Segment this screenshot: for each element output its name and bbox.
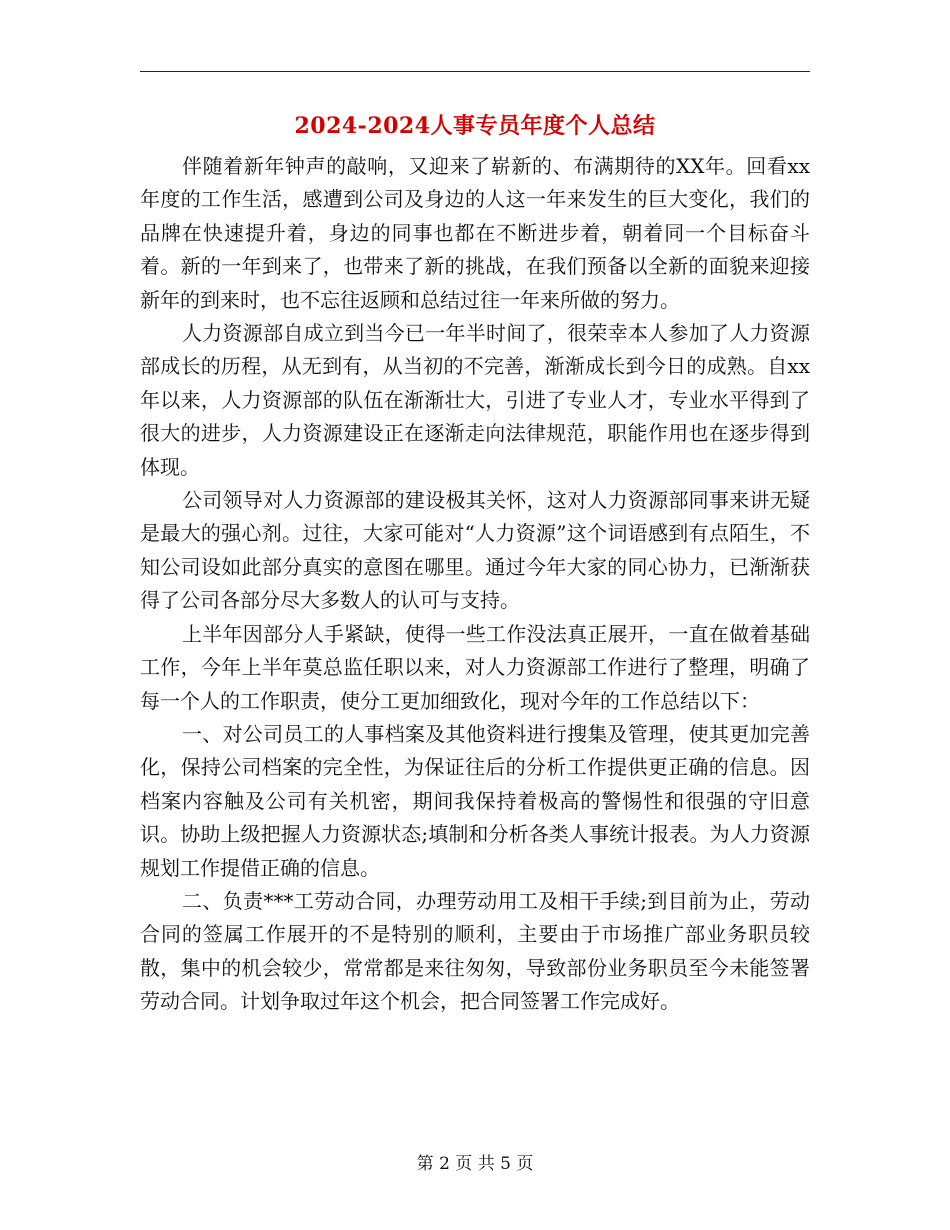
page-footer [0, 1152, 950, 1176]
header-rule [140, 71, 810, 72]
page-number: 第 2 页 共 5 页 [416, 1154, 534, 1174]
paragraph-2: 人力资源部自成立到当今已一年半时间了，很荣幸本人参加了人力资源部成长的历程，从无到有，从当初的不完善，渐渐成长到今日的成熟。自xx年以来，人力资源部的队伍在渐渐壮大，引进了专业人才，专业水平得到了很大的进步，人力资源建设正在逐渐走向法律规范，职能作用也在逐步得到体现。 [140, 321, 810, 479]
paragraph-6: 二、负责***工劳动合同，办理劳动用工及相干手续;到目前为止，劳动合同的签属工作展开的不是特别的顺利，主要由于市场推广部业务职员较散，集中的机会较少，常常都是来往匆匆，导致部份业务职员至今未能签署劳动合同。计划争取过年这个机会，把合同签署工作完成好。 [140, 888, 810, 1014]
paragraph-4: 上半年因部分人手紧缺，使得一些工作没法真正展开，一直在做着基础工作，今年上半年莫总监任职以来，对人力资源部工作进行了整理，明确了每一个人的工作职责，使分工更加细致化，现对今年的工作总结以下： [140, 621, 810, 713]
document-title: 2024-2024人事专员年度个人总结 [294, 113, 656, 139]
paragraph-1: 伴随着新年钟声的敲响，又迎来了崭新的、布满期待的XX年。回看xx年度的工作生活，感遭到公司及身边的人这一年来发生的巨大变化，我们的品牌在快速提升着，身边的同事也都在不断进步着，朝着同一个目标奋斗着。新的一年到来了，也带来了新的挑战，在我们预备以全新的面貌来迎接新年的到来时，也不忘往返顾和总结过往一年来所做的努力。 [140, 154, 810, 312]
document-body [140, 150, 810, 1019]
paragraph-5: 一、对公司员工的人事档案及其他资料进行搜集及管理，使其更加完善化，保持公司档案的完全性，为保证往后的分析工作提供更正确的信息。因档案内容触及公司有关机密，期间我保持着极高的警惕性和很强的守旧意识。协助上级把握人力资源状态;填制和分析各类人事统计报表。为人力资源规划工作提借正确的信息。 [140, 721, 810, 880]
paragraph-3: 公司领导对人力资源部的建设极其关怀，这对人力资源部同事来讲无疑是最大的强心剂。过往，大家可能对“人力资源”这个词语感到有点陌生，不知公司设如此部分真实的意图在哪里。通过今年大家的同心协力，已渐渐获得了公司各部分尽大多数人的认可与支持。 [140, 488, 810, 613]
